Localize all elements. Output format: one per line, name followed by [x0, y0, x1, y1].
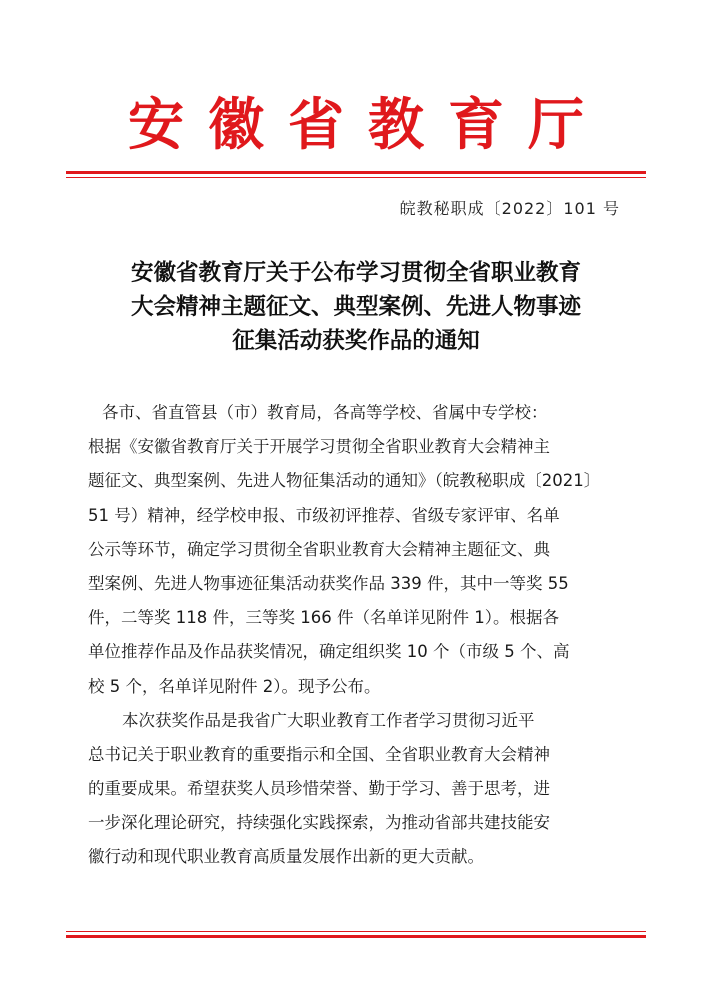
- notice-body: [88, 396, 626, 875]
- paragraph-1-line: 51 号）精神，经学校申报、市级初评推荐、省级专家评审、名单: [88, 505, 560, 525]
- paragraph-2-line: 一步深化理论研究，持续强化实践探索，为推动省部共建技能安: [88, 813, 550, 833]
- paragraph-2-line: 徽行动和现代职业教育高质量发展作出新的更大贡献。: [88, 847, 484, 867]
- paragraph-1-line: 公示等环节，确定学习贯彻全省职业教育大会精神主题征文、典: [88, 539, 550, 559]
- footer-red-rule-thin: [66, 931, 646, 932]
- header-red-rule-thick: [66, 171, 646, 174]
- paragraph-1-line: 单位推荐作品及作品获奖情况，确定组织奖 10 个（市级 5 个、高: [88, 642, 570, 662]
- paragraph-2-line: 总书记关于职业教育的重要指示和全国、全省职业教育大会精神: [88, 744, 550, 764]
- paragraph-2-line: 本次获奖作品是我省广大职业教育工作者学习贯彻习近平: [122, 710, 535, 730]
- salutation: 各市、省直管县（市）教育局，各高等学校、省属中专学校：: [102, 403, 548, 422]
- paragraph-1-line: 型案例、先进人物事迹征集活动获奖作品 339 件，其中一等奖 55: [88, 573, 569, 593]
- notice-title: [60, 256, 652, 358]
- header-red-rule-thin: [66, 177, 646, 178]
- notice-title-line: 安徽省教育厅关于公布学习贯彻全省职业教育: [130, 260, 581, 286]
- paragraph-1-line: 根据《安徽省教育厅关于开展学习贯彻全省职业教育大会精神主: [88, 437, 550, 457]
- notice-title-line: 大会精神主题征文、典型案例、先进人物事迹: [130, 294, 581, 320]
- notice-title-line: 征集活动获奖作品的通知: [232, 328, 480, 354]
- paragraph-1-line: 题征文、典型案例、先进人物征集活动的通知》（皖教秘职成〔2021〕: [88, 471, 601, 491]
- document-number: 皖教秘职成〔2022〕101 号: [399, 199, 620, 218]
- paragraph-1-line: 校 5 个，名单详见附件 2）。现予公布。: [88, 676, 381, 696]
- issuing-authority-title: 安徽省教育厅: [128, 92, 608, 158]
- paragraph-2-line: 的重要成果。希望获奖人员珍惜荣誉、勤于学习、善于思考，进: [88, 779, 550, 799]
- footer-red-rule-thick: [66, 935, 646, 938]
- paragraph-1-line: 件，二等奖 118 件，三等奖 166 件（名单详见附件 1）。根据各: [88, 608, 559, 628]
